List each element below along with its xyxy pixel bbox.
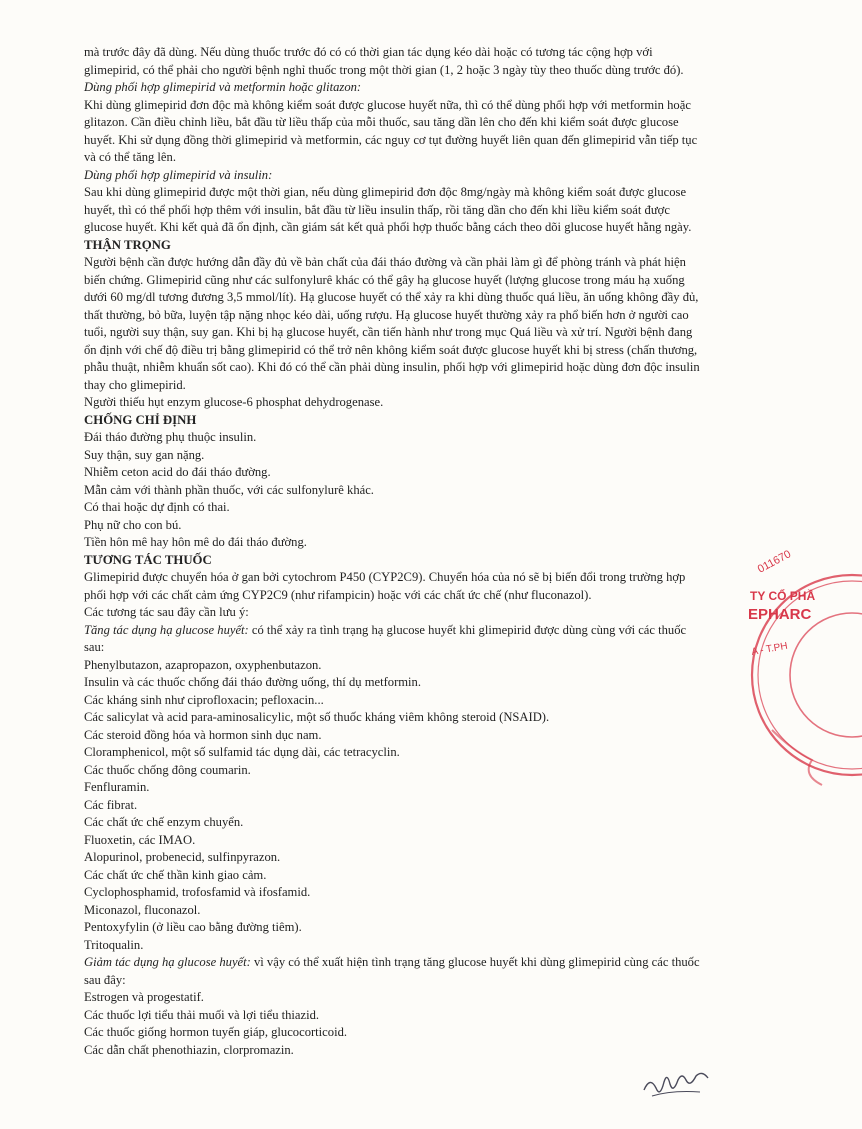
list-item: Các dẫn chất phenothiazin, clorpromazin. [84, 1042, 294, 1057]
list-item: Các steroid đồng hóa và hormon sinh dục nam. [84, 727, 322, 742]
paragraph-line: sau đây: [84, 972, 126, 987]
paragraph-line: glimepirid, có thể phải cho người bệnh nghỉ thuốc trong một thời gian (1, 2 hoặc 3 ngày tùy theo thuốc dùng trước đó). [84, 62, 684, 77]
list-item: Suy thận, suy gan nặng. [84, 447, 205, 462]
list-item: Các fibrat. [84, 797, 138, 812]
paragraph-line [84, 954, 724, 972]
paragraph-line: thay cho glimepirid. [84, 377, 186, 392]
list-item: Các kháng sinh như ciprofloxacin; pefloxacin... [84, 692, 324, 707]
list-item: Nhiễm ceton acid do đái tháo đường. [84, 465, 271, 479]
list-item: Cloramphenicol, một số sulfamid tác dụng dài, các tetracyclin. [84, 745, 400, 759]
list-item: Miconazol, fluconazol. [84, 902, 201, 917]
list-item: Insulin và các thuốc chống đái tháo đường uống, thí dụ metformin. [84, 675, 422, 689]
paragraph-line: Glimepirid được chuyển hóa ở gan bởi cytochrom P450 (CYP2C9). Chuyển hóa của nó sẽ bị biến đổi trong trường hợp [84, 570, 686, 584]
list-item: Phụ nữ cho con bú. [84, 517, 182, 532]
stamp-text-location: A - T.PH [750, 640, 789, 658]
paragraph-line: mà trước đây đã dùng. Nếu dùng thuốc trước đó có có thời gian tác dụng kéo dài hoặc có tương tác cộng hợp với [84, 45, 653, 59]
section-heading: TƯƠNG TÁC THUỐC [84, 552, 212, 567]
paragraph-line: Người bệnh cần được hướng dẫn đầy đủ về bản chất của đái tháo đường và cần phải làm gì để phòng tránh và phát hiện [84, 255, 686, 269]
stamp-text-brand: EPHARC [748, 606, 812, 623]
list-item: Fluoxetin, các IMAO. [84, 832, 196, 847]
paragraph-line: Khi dùng glimepirid đơn độc mà không kiểm soát được glucose huyết nữa, thì có thể dùng phối hợp với metformin hoặc [84, 97, 691, 112]
list-item: Cyclophosphamid, trofosfamid và ifosfamid. [84, 885, 311, 899]
section-heading: THẬN TRỌNG [84, 237, 171, 252]
list-item: Alopurinol, probenecid, sulfinpyrazon. [84, 850, 281, 864]
paragraph-text: vì vậy có thể xuất hiện tình trạng tăng glucose huyết khi dùng glimepirid cùng các thuốc [250, 955, 700, 969]
paragraph-line: glitazon. Cần điều chỉnh liều, bắt đầu từ liều thấp của mỗi thuốc, sau tăng dần lên cho đến khi kiểm soát được glucose [84, 115, 679, 129]
stamp-text-company: TY CỔ PHẦ [750, 589, 816, 603]
paragraph-line: huyết, thì có thể phối hợp thêm với insulin, bắt đầu từ liều insulin thấp, rồi tăng dần cho đến khi liều kiểm soát được [84, 202, 670, 217]
list-item: Mẫn cảm với thành phần thuốc, với các sulfonylurê khác. [84, 482, 374, 497]
section-heading: CHỐNG CHỈ ĐỊNH [84, 412, 197, 427]
stamp-text-number: 011670 [755, 548, 794, 576]
paragraph-line: và có thể tăng lên. [84, 150, 176, 164]
list-item: Tritoqualin. [84, 937, 144, 952]
list-item: Estrogen và progestatif. [84, 990, 204, 1004]
paragraph-line: huyết. Khi sử dụng đồng thời glimepirid và metformin, các nguy cơ tụt đường huyết liên quan đến glimepirid vẫn tiếp tục [84, 132, 698, 147]
list-item: Các thuốc lợi tiểu thải muối và lợi tiểu thiazid. [84, 1007, 320, 1022]
list-item: Các thuốc chống đông coumarin. [84, 762, 251, 777]
paragraph-line: tuổi, người suy thận, suy gan. Khi bị hạ glucose huyết, cần tiến hành như trong mục Quá liều và xử trí. Người bệnh đang [84, 325, 693, 339]
paragraph-line: biến chứng. Glimepirid cũng như các sulfonylurê khác có thể gây hạ glucose huyết (lượng glucose trong máu hạ xuống [84, 272, 685, 287]
paragraph-line [84, 622, 724, 640]
subheading-italic: Dùng phối hợp glimepirid và metformin hoặc glitazon: [84, 80, 362, 94]
list-item: Các chất ức chế thần kinh giao cảm. [84, 867, 267, 882]
paragraph-line: phối hợp với các chất cảm ứng CYP2C9 (như rifampicin) hoặc với các chất ức chế (như fluconazol). [84, 587, 592, 602]
paragraph-line: Các tương tác sau đây cần lưu ý: [84, 605, 249, 619]
signature [642, 1068, 712, 1102]
list-item: Các chất ức chế enzym chuyển. [84, 815, 244, 829]
paragraph-line: dưới 60 mg/dl tương đương 3,5 mmol/lít). Hạ glucose huyết có thể xảy ra khi dùng thuốc quá liều, ăn uống không đầy đủ, [84, 290, 699, 304]
paragraph-text: có thể xảy ra tình trạng hạ glucose huyết khi glimepirid được dùng cùng với các thuốc [248, 622, 687, 637]
subheading-italic: Giảm tác dụng hạ glucose huyết: [84, 955, 251, 969]
list-item: Tiền hôn mê hay hôn mê do đái tháo đường. [84, 535, 307, 549]
list-item: Các thuốc giống hormon tuyến giáp, glucocorticoid. [84, 1025, 348, 1039]
paragraph-line: Người thiếu hụt enzym glucose-6 phosphat dehydrogenase. [84, 395, 384, 409]
list-item: Đái tháo đường phụ thuộc insulin. [84, 430, 257, 444]
paragraph-line: glucose huyết. Khi kết quả đã ổn định, cần giám sát kết quả phối hợp thuốc bằng cách theo dõi glucose huyết hằng ngày. [84, 220, 692, 234]
list-item: Fenfluramin. [84, 780, 150, 794]
list-item: Các salicylat và acid para-aminosalicylic, một số thuốc kháng viêm không steroid (NSAID). [84, 710, 550, 724]
paragraph-line: Sau khi dùng glimepirid được một thời gian, nếu dùng glimepirid đơn độc 8mg/ngày mà không kiểm soát được glucose [84, 185, 687, 199]
list-item: Có thai hoặc dự định có thai. [84, 500, 230, 514]
list-item: Phenylbutazon, azapropazon, oxyphenbutazon. [84, 657, 322, 672]
paragraph-line: ổn định với chế độ điều trị bằng glimepirid có thể trở nên không kiểm soát được glucose huyết khi bị stress (chấn thương, [84, 342, 698, 357]
red-company-stamp [742, 515, 862, 845]
paragraph-line: sau: [84, 640, 105, 654]
document-body [84, 44, 724, 1059]
subheading-italic: Tăng tác dụng hạ glucose huyết: [84, 622, 249, 637]
paragraph-line: thất thường, bỏ bữa, luyện tập nặng nhọc kéo dài, uống rượu. Hạ glucose huyết thường xảy ra phổ biến hơn ở người cao [84, 307, 689, 322]
subheading-italic: Dùng phối hợp glimepirid và insulin: [84, 167, 273, 182]
list-item: Pentoxyfylin (ở liều cao bằng đường tiêm). [84, 920, 302, 934]
paragraph-line: phẫu thuật, nhiễm khuẩn sốt cao). Khi đó có thể cần phải dùng insulin, phối hợp với glimepirid hoặc dùng đơn độc insulin [84, 360, 700, 374]
